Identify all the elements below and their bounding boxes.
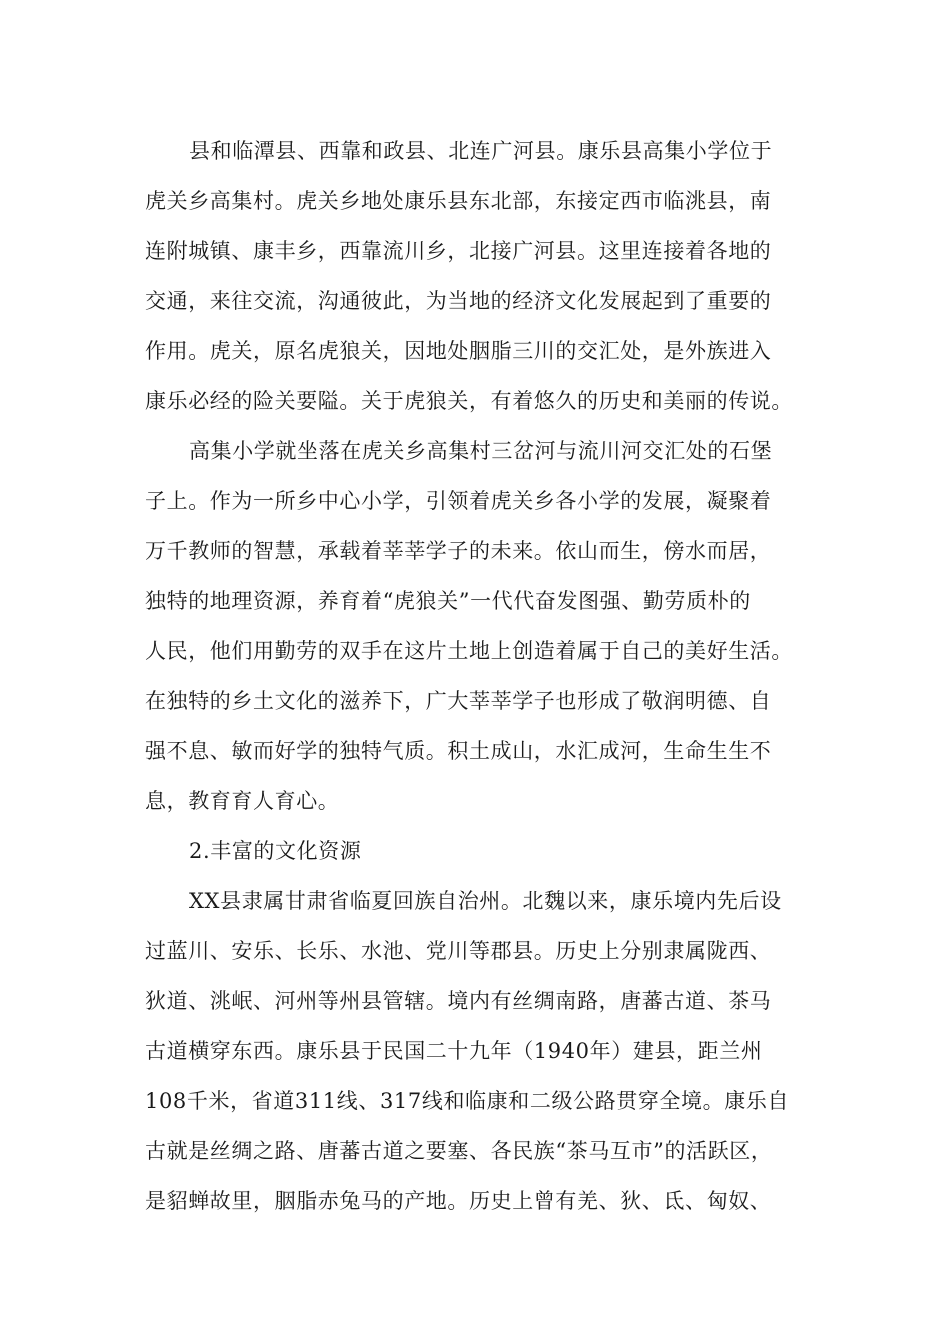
text-line: 108千米，省道311线、317线和临康和二级公路贯穿全境。康乐自 <box>145 1089 790 1113</box>
text-line: 子上。作为一所乡中心小学，引领着虎关乡各小学的发展，凝聚着 <box>145 489 772 513</box>
body-text <box>145 126 810 1226</box>
text-line: 在独特的乡土文化的滋养下，广大莘莘学子也形成了敬润明德、自 <box>145 689 772 713</box>
text-line: 强不息、敏而好学的独特气质。积土成山，水汇成河，生命生生不 <box>145 739 772 763</box>
text-line: 是貂蝉故里，胭脂赤兔马的产地。历史上曾有羌、狄、氐、匈奴、 <box>145 1189 772 1213</box>
text-line: 古就是丝绸之路、唐蕃古道之要塞、各民族“茶马互市”的活跃区， <box>145 1139 773 1163</box>
text-line: 交通，来往交流，沟通彼此，为当地的经济文化发展起到了重要的 <box>145 289 772 313</box>
text-line: 连附城镇、康丰乡，西靠流川乡，北接广河县。这里连接着各地的 <box>145 239 772 263</box>
text-line: 县和临潭县、西靠和政县、北连广河县。康乐县高集小学位于 <box>189 139 773 163</box>
paragraph-start-line: 高集小学就坐落在虎关乡高集村三岔河与流川河交汇处的石堡 <box>189 439 773 463</box>
text-line: 狄道、洮岷、河州等州县管辖。境内有丝绸南路，唐蕃古道、茶马 <box>145 989 772 1013</box>
text-line: 康乐必经的险关要隘。关于虎狼关，有着悠久的历史和美丽的传说。 <box>145 389 793 413</box>
text-line: 万千教师的智慧，承载着莘莘学子的未来。依山而生，傍水而居， <box>145 539 772 563</box>
text-line: 息，教育育人育心。 <box>145 789 340 813</box>
text-line: 独特的地理资源，养育着“虎狼关”一代代奋发图强、勤劳质朴的 <box>145 589 751 613</box>
text-line: 过蓝川、安乐、长乐、水池、党川等郡县。历史上分别隶属陇西、 <box>145 939 772 963</box>
text-line: 古道横穿东西。康乐县于民国二十九年（1940年）建县，距兰州 <box>145 1039 763 1063</box>
section-heading: 2.丰富的文化资源 <box>189 839 362 863</box>
text-line: 作用。虎关，原名虎狼关，因地处胭脂三川的交汇处，是外族进入 <box>145 339 772 363</box>
text-line: 人民，他们用勤劳的双手在这片土地上创造着属于自己的美好生活。 <box>145 639 793 663</box>
paragraph-start-line: XX县隶属甘肃省临夏回族自治州。北魏以来，康乐境内先后设 <box>189 889 782 913</box>
text-line: 虎关乡高集村。虎关乡地处康乐县东北部，东接定西市临洮县，南 <box>145 189 772 213</box>
